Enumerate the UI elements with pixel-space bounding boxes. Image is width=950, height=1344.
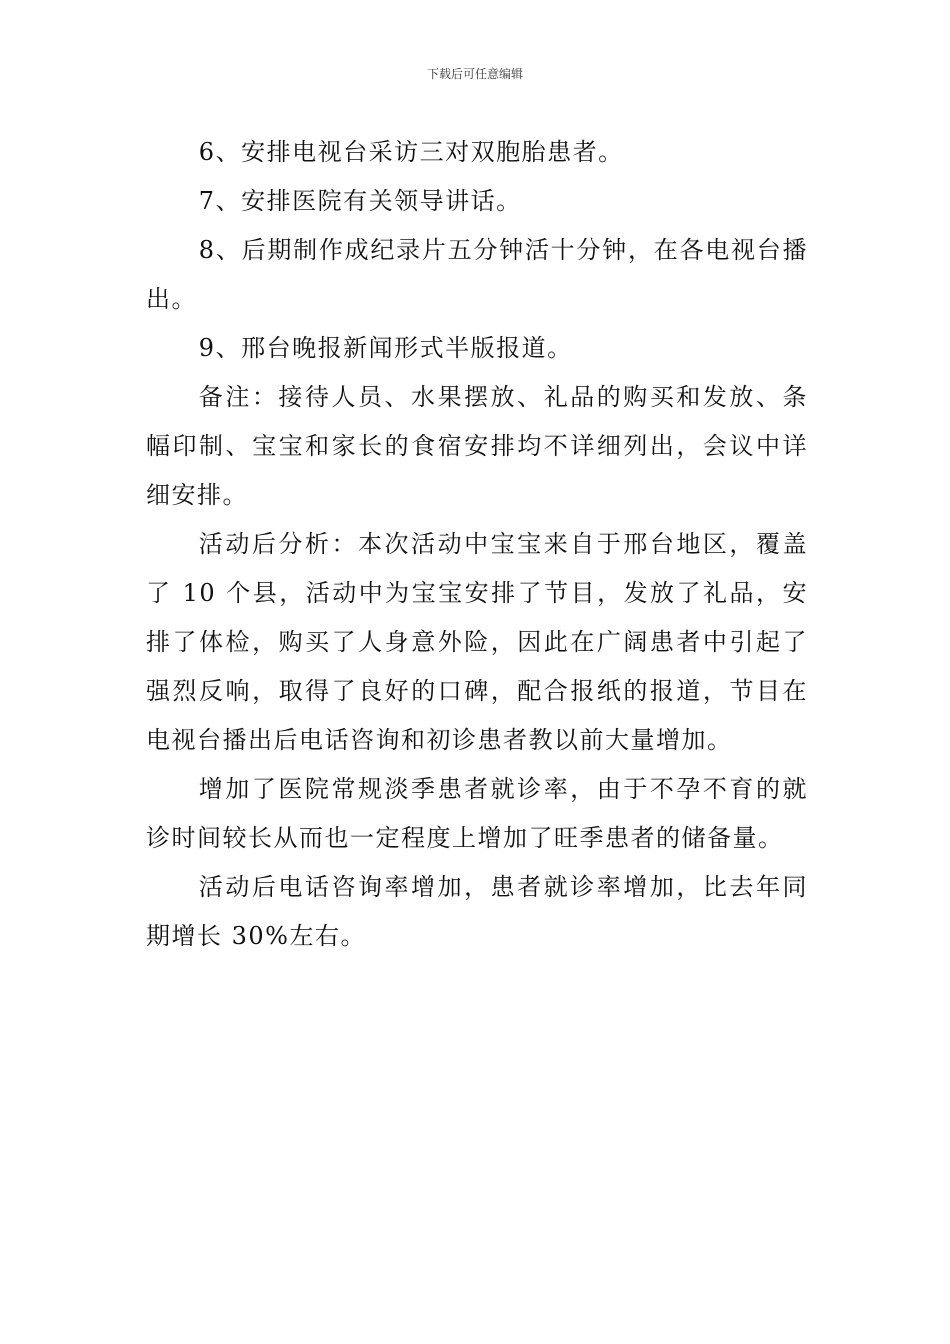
paragraph-post-analysis: 活动后分析：本次活动中宝宝来自于邢台地区，覆盖了 10 个县，活动中为宝宝安排了节目，发放了礼品，安排了体检，购买了人身意外险，因此在广阔患者中引起了强烈反响，取得了良好的口碑，配合报纸的报道，节目在电视台播出后电话咨询和初诊患者教以前大量增加。 xyxy=(146,530,808,754)
document-body xyxy=(146,128,808,961)
paragraph-item-7: 7、安排医院有关领导讲话。 xyxy=(198,187,522,215)
paragraph-item-9: 9、邢台晚报新闻形式半版报道。 xyxy=(198,334,573,362)
paragraph-item-6: 6、安排电视台采访三对双胞胎患者。 xyxy=(198,138,624,166)
page-header: 下载后可任意编辑 xyxy=(426,67,523,81)
paragraph-remarks: 备注：接待人员、水果摆放、礼品的购买和发放、条幅印制、宝宝和家长的食宿安排均不详细列出，会议中详细安排。 xyxy=(146,383,808,509)
paragraph-growth-result: 活动后电话咨询率增加，患者就诊率增加，比去年同期增长 30%左右。 xyxy=(146,873,808,950)
paragraph-offseason-effect: 增加了医院常规淡季患者就诊率，由于不孕不育的就诊时间较长从而也一定程度上增加了旺季患者的储备量。 xyxy=(146,775,808,852)
paragraph-item-8: 8、后期制作成纪录片五分钟活十分钟，在各电视台播出。 xyxy=(146,236,808,313)
